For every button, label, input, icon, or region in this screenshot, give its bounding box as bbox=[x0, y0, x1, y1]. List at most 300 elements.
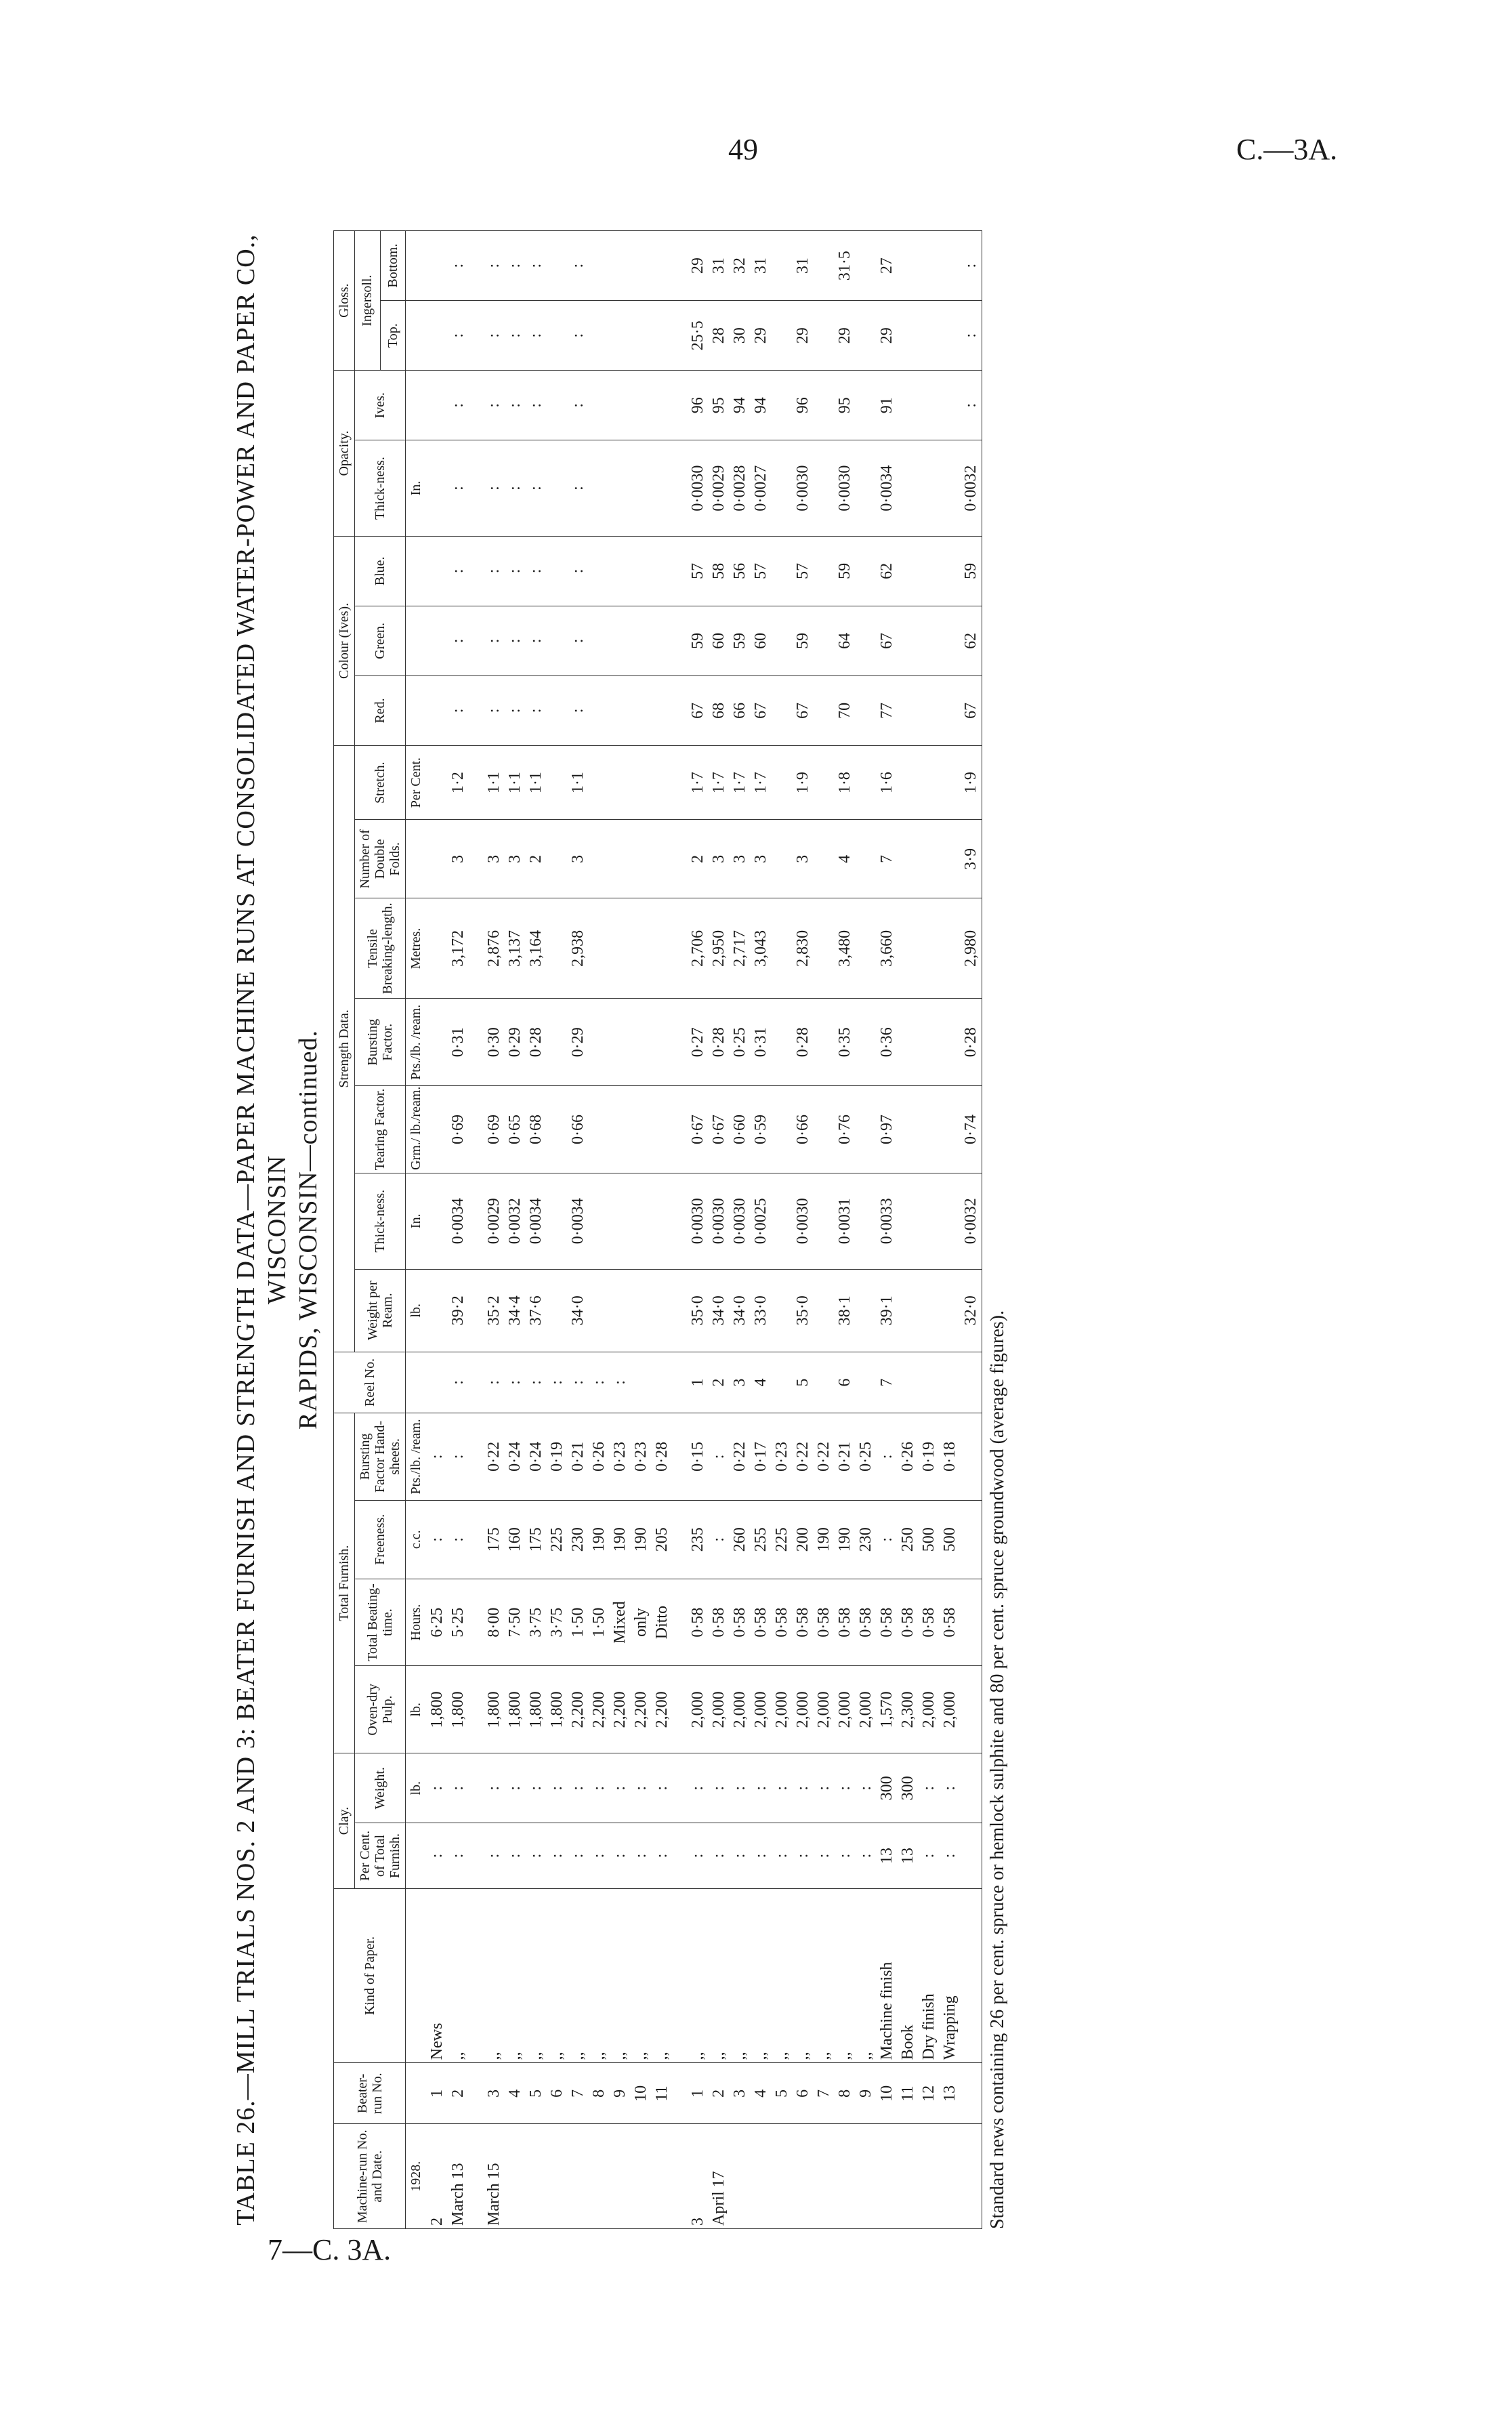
cell-tens: 2,876 bbox=[484, 898, 505, 999]
cell-oven: 2,200 bbox=[631, 1666, 652, 1753]
cell-red bbox=[547, 675, 568, 745]
cell-tear: 0·67 bbox=[709, 1086, 730, 1173]
cell-top: : bbox=[961, 301, 982, 371]
cell-free: 190 bbox=[589, 1500, 610, 1579]
cell-bfh: 0·18 bbox=[940, 1413, 961, 1501]
cell-wt bbox=[652, 1269, 673, 1352]
cell-ives bbox=[814, 371, 835, 440]
cell-red: 67 bbox=[793, 675, 814, 745]
cell-pct: : bbox=[448, 1823, 469, 1889]
cell-ives: : bbox=[484, 371, 505, 440]
cell-kind: ,, bbox=[631, 1888, 652, 2063]
cell-blue bbox=[631, 536, 652, 606]
cell-beat: 0·58 bbox=[772, 1579, 793, 1666]
table-row bbox=[427, 231, 448, 2229]
cell-bot: 29 bbox=[688, 231, 709, 301]
cell-green: 67 bbox=[877, 606, 898, 675]
cell-top bbox=[547, 301, 568, 371]
cell-beat: 0·58 bbox=[877, 1579, 898, 1666]
cell-burst: 0·27 bbox=[688, 999, 709, 1086]
table-row bbox=[484, 231, 505, 2229]
cell-beater bbox=[961, 2063, 982, 2124]
cell-oth: : bbox=[568, 440, 589, 537]
cell-red bbox=[610, 675, 631, 745]
cell-str bbox=[814, 745, 835, 819]
cell-mr bbox=[505, 2124, 526, 2229]
units-row bbox=[406, 231, 427, 2229]
cell-bot bbox=[814, 231, 835, 301]
table-row bbox=[961, 231, 982, 2229]
cell-oven: 2,000 bbox=[856, 1666, 877, 1753]
cell-cw: : bbox=[610, 1753, 631, 1823]
cell-tear bbox=[427, 1086, 448, 1173]
cell-bot: 31 bbox=[751, 231, 772, 301]
cell-bfh: 0·19 bbox=[919, 1413, 940, 1501]
cell-tens: 2,717 bbox=[730, 898, 751, 999]
cell-oven: 1,800 bbox=[427, 1666, 448, 1753]
cell-oth: : bbox=[526, 440, 547, 537]
cell-oven: 2,000 bbox=[793, 1666, 814, 1753]
cell-top: 30 bbox=[730, 301, 751, 371]
cell-cw: : bbox=[856, 1753, 877, 1823]
cell-bfh: 0·19 bbox=[547, 1413, 568, 1501]
cell-oth: 0·0030 bbox=[793, 440, 814, 537]
cell-tear bbox=[547, 1086, 568, 1173]
cell-oth: : bbox=[484, 440, 505, 537]
cell-burst: 0·35 bbox=[835, 999, 856, 1086]
cell-bot bbox=[652, 231, 673, 301]
cell-green: 59 bbox=[688, 606, 709, 675]
cell-str bbox=[610, 745, 631, 819]
cell-str: 1·1 bbox=[526, 745, 547, 819]
cell-str bbox=[856, 745, 877, 819]
header-clay: Clay. bbox=[334, 1753, 355, 1889]
cell-blue bbox=[589, 536, 610, 606]
cell-red bbox=[898, 675, 919, 745]
cell-cw: : bbox=[730, 1753, 751, 1823]
cell-bfh: 0·17 bbox=[751, 1413, 772, 1501]
cell-oven: 2,200 bbox=[568, 1666, 589, 1753]
cell-top: : bbox=[448, 301, 469, 371]
cell-wt bbox=[589, 1269, 610, 1352]
cell-oven: 2,000 bbox=[709, 1666, 730, 1753]
cell-blue: : bbox=[568, 536, 589, 606]
cell-ives: 94 bbox=[730, 371, 751, 440]
document-reference: C.—3A. bbox=[1236, 133, 1338, 166]
cell-bot bbox=[940, 231, 961, 301]
spacer-row bbox=[469, 231, 484, 2229]
cell-reel bbox=[961, 1352, 982, 1413]
cell-str bbox=[547, 745, 568, 819]
table-row bbox=[568, 231, 589, 2229]
header-tearing: Tearing Factor. bbox=[355, 1086, 406, 1173]
cell-beater: 12 bbox=[919, 2063, 940, 2124]
cell-wt bbox=[856, 1269, 877, 1352]
cell-oth bbox=[547, 440, 568, 537]
cell-free: 225 bbox=[547, 1500, 568, 1579]
cell-blue bbox=[772, 536, 793, 606]
cell-reel bbox=[940, 1352, 961, 1413]
cell-green bbox=[427, 606, 448, 675]
cell-pct: : bbox=[610, 1823, 631, 1889]
cell-free: 205 bbox=[652, 1500, 673, 1579]
header-freeness: Freeness. bbox=[355, 1500, 406, 1579]
cell-top: : bbox=[505, 301, 526, 371]
cell-tens bbox=[427, 898, 448, 999]
cell-bfh: 0·22 bbox=[484, 1413, 505, 1501]
cell-burst bbox=[814, 999, 835, 1086]
cell-red bbox=[427, 675, 448, 745]
cell-green bbox=[652, 606, 673, 675]
cell-tear: 0·66 bbox=[568, 1086, 589, 1173]
cell-cw: : bbox=[448, 1753, 469, 1823]
cell-th: 0·0034 bbox=[526, 1173, 547, 1269]
cell-folds: 3 bbox=[484, 820, 505, 898]
cell-wt bbox=[427, 1269, 448, 1352]
cell-bot bbox=[919, 231, 940, 301]
cell-green bbox=[631, 606, 652, 675]
cell-free: 230 bbox=[568, 1500, 589, 1579]
cell-beat: 0·58 bbox=[856, 1579, 877, 1666]
header-ingersoll: Ingersoll. bbox=[355, 231, 381, 371]
unit-bursting-hand: Pts./lb. /ream. bbox=[406, 1413, 427, 1501]
cell-bfh: 0·23 bbox=[631, 1413, 652, 1501]
cell-blue: 59 bbox=[835, 536, 856, 606]
cell-reel bbox=[814, 1352, 835, 1413]
cell-red: : bbox=[526, 675, 547, 745]
cell-cw: : bbox=[772, 1753, 793, 1823]
cell-kind: Wrapping bbox=[940, 1888, 961, 2063]
cell-cw: : bbox=[568, 1753, 589, 1823]
cell-blue: : bbox=[484, 536, 505, 606]
table-row bbox=[709, 231, 730, 2229]
cell-beater: 4 bbox=[751, 2063, 772, 2124]
cell-burst: 0·29 bbox=[568, 999, 589, 1086]
cell-beat: Mixed bbox=[610, 1579, 631, 1666]
cell-oth: 0·0032 bbox=[961, 440, 982, 537]
title-line-1: TABLE 26.—MILL TRIALS NOS. 2 AND 3: BEATER FURNISH AND STRENGTH DATA—PAPER MACHINE RUNS AT CONSOLIDATED WATER-POWER AND PAPER CO., WISCONSIN bbox=[232, 234, 291, 2226]
cell-folds bbox=[631, 820, 652, 898]
cell-burst bbox=[631, 999, 652, 1086]
cell-beater: 6 bbox=[793, 2063, 814, 2124]
cell-mr bbox=[631, 2124, 652, 2229]
unit-weight: lb. bbox=[406, 1269, 427, 1352]
cell-mr bbox=[835, 2124, 856, 2229]
cell-top bbox=[427, 301, 448, 371]
cell-green bbox=[898, 606, 919, 675]
cell-green: : bbox=[448, 606, 469, 675]
cell-wt: 33·0 bbox=[751, 1269, 772, 1352]
cell-bot: 31·5 bbox=[835, 231, 856, 301]
unit-freeness: c.c. bbox=[406, 1500, 427, 1579]
cell-oven: 1,800 bbox=[484, 1666, 505, 1753]
cell-wt: 34·0 bbox=[730, 1269, 751, 1352]
cell-bot bbox=[631, 231, 652, 301]
cell-tear: 0·69 bbox=[448, 1086, 469, 1173]
cell-beater: 10 bbox=[877, 2063, 898, 2124]
cell-free: : bbox=[427, 1500, 448, 1579]
cell-bfh: 0·26 bbox=[898, 1413, 919, 1501]
cell-ives: : bbox=[448, 371, 469, 440]
cell-pct: 13 bbox=[877, 1823, 898, 1889]
header-thickness: Thick-ness. bbox=[355, 1173, 406, 1269]
cell-th bbox=[919, 1173, 940, 1269]
cell-bot bbox=[898, 231, 919, 301]
cell-str bbox=[898, 745, 919, 819]
cell-cw: : bbox=[484, 1753, 505, 1823]
cell-pct: : bbox=[505, 1823, 526, 1889]
cell-folds bbox=[940, 820, 961, 898]
cell-free: : bbox=[448, 1500, 469, 1579]
cell-green bbox=[940, 606, 961, 675]
cell-bot: 27 bbox=[877, 231, 898, 301]
cell-top bbox=[940, 301, 961, 371]
cell-cw: : bbox=[427, 1753, 448, 1823]
cell-top bbox=[772, 301, 793, 371]
cell-mr: 2 bbox=[427, 2124, 448, 2229]
cell-oven: 2,200 bbox=[610, 1666, 631, 1753]
header-bursting: Bursting Factor. bbox=[355, 999, 406, 1086]
header-gloss: Gloss. bbox=[334, 231, 355, 371]
cell-wt bbox=[814, 1269, 835, 1352]
cell-mr bbox=[589, 2124, 610, 2229]
cell-cw: : bbox=[526, 1753, 547, 1823]
cell-oven: 1,800 bbox=[505, 1666, 526, 1753]
cell-tear bbox=[631, 1086, 652, 1173]
cell-beat: 3·75 bbox=[526, 1579, 547, 1666]
cell-tear: 0·60 bbox=[730, 1086, 751, 1173]
cell-bot bbox=[547, 231, 568, 301]
cell-pct: : bbox=[526, 1823, 547, 1889]
cell-cw: : bbox=[814, 1753, 835, 1823]
cell-kind: ,, bbox=[448, 1888, 469, 2063]
cell-beat: 0·58 bbox=[919, 1579, 940, 1666]
cell-blue: 57 bbox=[793, 536, 814, 606]
cell-th bbox=[610, 1173, 631, 1269]
header-ives: Ives. bbox=[355, 371, 406, 440]
table-row bbox=[505, 231, 526, 2229]
unit-clay-weight: lb. bbox=[406, 1753, 427, 1823]
cell-ives bbox=[898, 371, 919, 440]
cell-tens bbox=[772, 898, 793, 999]
cell-top bbox=[919, 301, 940, 371]
cell-bfh: : bbox=[709, 1413, 730, 1501]
unit-tensile: Metres. bbox=[406, 898, 427, 999]
header-blue: Blue. bbox=[355, 536, 406, 606]
cell-tens: 2,706 bbox=[688, 898, 709, 999]
cell-tear: 0·67 bbox=[688, 1086, 709, 1173]
cell-th: 0·0030 bbox=[688, 1173, 709, 1269]
cell-th bbox=[427, 1173, 448, 1269]
cell-burst bbox=[610, 999, 631, 1086]
cell-kind: Machine finish bbox=[877, 1888, 898, 2063]
cell-reel: 7 bbox=[877, 1352, 898, 1413]
cell-bot: : bbox=[484, 231, 505, 301]
cell-tens: 3,660 bbox=[877, 898, 898, 999]
header-oven-dry: Oven-dry Pulp. bbox=[355, 1666, 406, 1753]
cell-folds: 4 bbox=[835, 820, 856, 898]
cell-kind: ,, bbox=[772, 1888, 793, 2063]
cell-bot: : bbox=[505, 231, 526, 301]
cell-cw: 300 bbox=[898, 1753, 919, 1823]
header-opacity: Opacity. bbox=[334, 371, 355, 537]
cell-th bbox=[940, 1173, 961, 1269]
cell-tear: 0·65 bbox=[505, 1086, 526, 1173]
cell-ives bbox=[589, 371, 610, 440]
cell-tens: 3,172 bbox=[448, 898, 469, 999]
header-green: Green. bbox=[355, 606, 406, 675]
cell-mr bbox=[898, 2124, 919, 2229]
cell-reel: 5 bbox=[793, 1352, 814, 1413]
cell-cw: : bbox=[709, 1753, 730, 1823]
header-reel: Reel No. bbox=[334, 1352, 406, 1413]
cell-green bbox=[610, 606, 631, 675]
cell-pct: : bbox=[814, 1823, 835, 1889]
cell-ives: 95 bbox=[835, 371, 856, 440]
cell-pct: : bbox=[919, 1823, 940, 1889]
cell-bfh: 0·22 bbox=[793, 1413, 814, 1501]
cell-blue: 62 bbox=[877, 536, 898, 606]
cell-burst bbox=[589, 999, 610, 1086]
cell-beat: 0·58 bbox=[688, 1579, 709, 1666]
cell-folds: 3 bbox=[568, 820, 589, 898]
cell-beat: 0·58 bbox=[940, 1579, 961, 1666]
cell-burst bbox=[898, 999, 919, 1086]
cell-folds: 3·9 bbox=[961, 820, 982, 898]
cell-str: 1·1 bbox=[568, 745, 589, 819]
cell-oth bbox=[589, 440, 610, 537]
cell-oth bbox=[856, 440, 877, 537]
cell-beat: Ditto bbox=[652, 1579, 673, 1666]
header-tensile: Tensile Breaking-length. bbox=[355, 898, 406, 999]
cell-beater: 7 bbox=[568, 2063, 589, 2124]
spacer-row bbox=[673, 231, 688, 2229]
cell-green bbox=[919, 606, 940, 675]
cell-beat bbox=[961, 1579, 982, 1666]
cell-folds: 3 bbox=[730, 820, 751, 898]
cell-mr: 3 bbox=[688, 2124, 709, 2229]
cell-burst bbox=[856, 999, 877, 1086]
cell-str: 1·6 bbox=[877, 745, 898, 819]
cell-folds bbox=[772, 820, 793, 898]
cell-mr bbox=[751, 2124, 772, 2229]
cell-th bbox=[814, 1173, 835, 1269]
cell-pct: : bbox=[631, 1823, 652, 1889]
cell-th bbox=[652, 1173, 673, 1269]
cell-free: 175 bbox=[526, 1500, 547, 1579]
cell-burst: 0·31 bbox=[751, 999, 772, 1086]
table-row bbox=[688, 231, 709, 2229]
cell-beater: 9 bbox=[856, 2063, 877, 2124]
cell-free: 500 bbox=[940, 1500, 961, 1579]
cell-kind: Dry finish bbox=[919, 1888, 940, 2063]
cell-free: 255 bbox=[751, 1500, 772, 1579]
cell-mr bbox=[610, 2124, 631, 2229]
cell-burst: 0·29 bbox=[505, 999, 526, 1086]
cell-reel: : bbox=[589, 1352, 610, 1413]
cell-top: : bbox=[568, 301, 589, 371]
cell-bot: 31 bbox=[709, 231, 730, 301]
header-weight-ream: Weight per Ream. bbox=[355, 1269, 406, 1352]
cell-th bbox=[589, 1173, 610, 1269]
cell-burst bbox=[547, 999, 568, 1086]
cell-folds: 3 bbox=[709, 820, 730, 898]
cell-th: 0·0030 bbox=[709, 1173, 730, 1269]
cell-cw: : bbox=[505, 1753, 526, 1823]
cell-tens bbox=[589, 898, 610, 999]
cell-bfh: 0·21 bbox=[835, 1413, 856, 1501]
cell-burst bbox=[919, 999, 940, 1086]
cell-kind: ,, bbox=[835, 1888, 856, 2063]
header-stretch: Stretch. bbox=[355, 745, 406, 819]
cell-th: 0·0025 bbox=[751, 1173, 772, 1269]
cell-oven: 2,000 bbox=[730, 1666, 751, 1753]
unit-thickness: In. bbox=[406, 1173, 427, 1269]
cell-red: 67 bbox=[688, 675, 709, 745]
cell-beat: 3·75 bbox=[547, 1579, 568, 1666]
cell-green: 60 bbox=[709, 606, 730, 675]
cell-blue bbox=[940, 536, 961, 606]
cell-oth: : bbox=[505, 440, 526, 537]
cell-tear bbox=[814, 1086, 835, 1173]
cell-str bbox=[772, 745, 793, 819]
cell-blue: 56 bbox=[730, 536, 751, 606]
cell-pct: 13 bbox=[898, 1823, 919, 1889]
cell-kind bbox=[961, 1888, 982, 2063]
cell-blue bbox=[898, 536, 919, 606]
cell-burst: 0·28 bbox=[793, 999, 814, 1086]
cell-ives: 96 bbox=[688, 371, 709, 440]
cell-kind: ,, bbox=[652, 1888, 673, 2063]
cell-green bbox=[772, 606, 793, 675]
cell-kind: ,, bbox=[505, 1888, 526, 2063]
table-row bbox=[751, 231, 772, 2229]
cell-ives: : bbox=[961, 371, 982, 440]
cell-beater: 7 bbox=[814, 2063, 835, 2124]
cell-str bbox=[631, 745, 652, 819]
cell-free: 160 bbox=[505, 1500, 526, 1579]
cell-oth bbox=[919, 440, 940, 537]
header-kind: Kind of Paper. bbox=[334, 1888, 406, 2063]
header-bursting-hand: Bursting Factor Hand-sheets. bbox=[355, 1413, 406, 1501]
cell-ives: : bbox=[568, 371, 589, 440]
cell-bfh: 0·22 bbox=[814, 1413, 835, 1501]
cell-folds: 3 bbox=[448, 820, 469, 898]
cell-reel: : bbox=[568, 1352, 589, 1413]
cell-th bbox=[898, 1173, 919, 1269]
cell-wt: 35·0 bbox=[793, 1269, 814, 1352]
cell-tear bbox=[610, 1086, 631, 1173]
cell-beater: 4 bbox=[505, 2063, 526, 2124]
cell-green bbox=[589, 606, 610, 675]
header-clay-weight: Weight. bbox=[355, 1753, 406, 1823]
cell-str: 1·8 bbox=[835, 745, 856, 819]
cell-folds: 7 bbox=[877, 820, 898, 898]
cell-str bbox=[940, 745, 961, 819]
table-row bbox=[772, 231, 793, 2229]
cell-bot bbox=[610, 231, 631, 301]
cell-reel: : bbox=[484, 1352, 505, 1413]
header-beating-time: Total Beating-time. bbox=[355, 1579, 406, 1666]
cell-beat: 0·58 bbox=[898, 1579, 919, 1666]
cell-reel: 6 bbox=[835, 1352, 856, 1413]
cell-green: : bbox=[568, 606, 589, 675]
cell-free: : bbox=[709, 1500, 730, 1579]
cell-tens: 2,938 bbox=[568, 898, 589, 999]
cell-beat: 1·50 bbox=[589, 1579, 610, 1666]
cell-wt bbox=[940, 1269, 961, 1352]
cell-tens: 2,950 bbox=[709, 898, 730, 999]
